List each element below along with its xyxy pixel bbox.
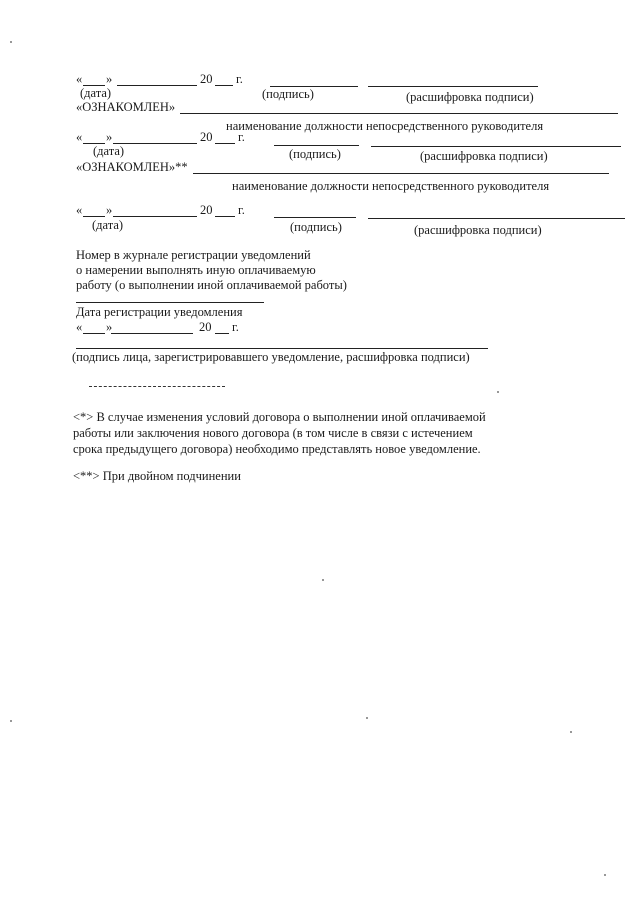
month-line [117,85,197,86]
day-line [83,216,105,217]
month-line [111,333,193,334]
date-open-quote: « [76,320,83,334]
date-close-quote: » [106,203,113,217]
scan-speck [322,579,324,581]
registry-text-line-2: о намерении выполнять иную оплачиваемую [76,263,316,277]
decoding-line [371,146,621,147]
year-line [215,333,229,334]
year-suffix: г. [238,203,245,217]
date-close-quote: » [106,72,113,86]
month-line [113,216,197,217]
registrar-signature-caption: (подпись лица, зарегистрировавшего уведомление, расшифровка подписи) [72,350,470,364]
decoding-label: (расшифровка подписи) [420,149,548,163]
footnote-1-line-3: срока предыдущего договора) необходимо представлять новое уведомление. [73,442,481,456]
position-line [193,173,609,174]
year-prefix: 20 [200,130,213,144]
position-line [180,113,618,114]
date-open-quote: « [76,72,83,86]
registry-text-line-1: Номер в журнале регистрации уведомлений [76,248,311,262]
date-open-quote: « [76,130,83,144]
month-line [113,143,197,144]
date-label: (дата) [80,86,112,100]
year-prefix: 20 [200,72,213,86]
registration-date-title: Дата регистрации уведомления [76,305,243,319]
decoding-label: (расшифровка подписи) [414,223,542,237]
scan-speck [10,41,12,43]
scan-speck [10,720,12,722]
footnote-1-line-1: <*> В случае изменения условий договора о выполнении иной оплачиваемой [73,410,486,424]
date-label: (дата) [93,144,125,158]
footnote-separator [89,386,225,387]
scan-speck [366,717,368,719]
decoding-line [368,218,625,219]
scan-speck [604,874,606,876]
acknowledged-title: «ОЗНАКОМЛЕН»** [76,160,188,174]
scan-speck [497,391,499,393]
scan-speck [570,731,572,733]
signature-label: (подпись) [289,147,341,161]
signature-label: (подпись) [262,87,314,101]
date-open-quote: « [76,203,83,217]
date-label: (дата) [92,218,124,232]
year-suffix: г. [238,130,245,144]
year-line [215,85,233,86]
position-caption: наименование должности непосредственного руководителя [232,179,550,193]
year-line [215,143,235,144]
footnote-1-line-2: работы или заключения нового договора (в том числе в связи с истечением [73,426,473,440]
decoding-label: (расшифровка подписи) [406,90,534,104]
signature-line [274,217,356,218]
acknowledged-title: «ОЗНАКОМЛЕН» [76,100,176,114]
date-close-quote: » [106,320,113,334]
signature-line [274,145,359,146]
registry-text-line-3: работу (о выполнении иной оплачиваемой работы) [76,278,347,292]
year-prefix: 20 [200,203,213,217]
year-line [215,216,235,217]
position-caption: наименование должности непосредственного руководителя [226,119,544,133]
day-line [83,333,105,334]
registrar-signature-line [76,348,488,349]
year-suffix: г. [232,320,239,334]
registry-number-line [76,302,264,303]
signature-label: (подпись) [290,220,342,234]
year-suffix: г. [236,72,243,86]
year-prefix: 20 [199,320,212,334]
decoding-line [368,86,538,87]
date-close-quote: » [106,130,113,144]
footnote-2: <**> При двойном подчинении [73,469,241,483]
